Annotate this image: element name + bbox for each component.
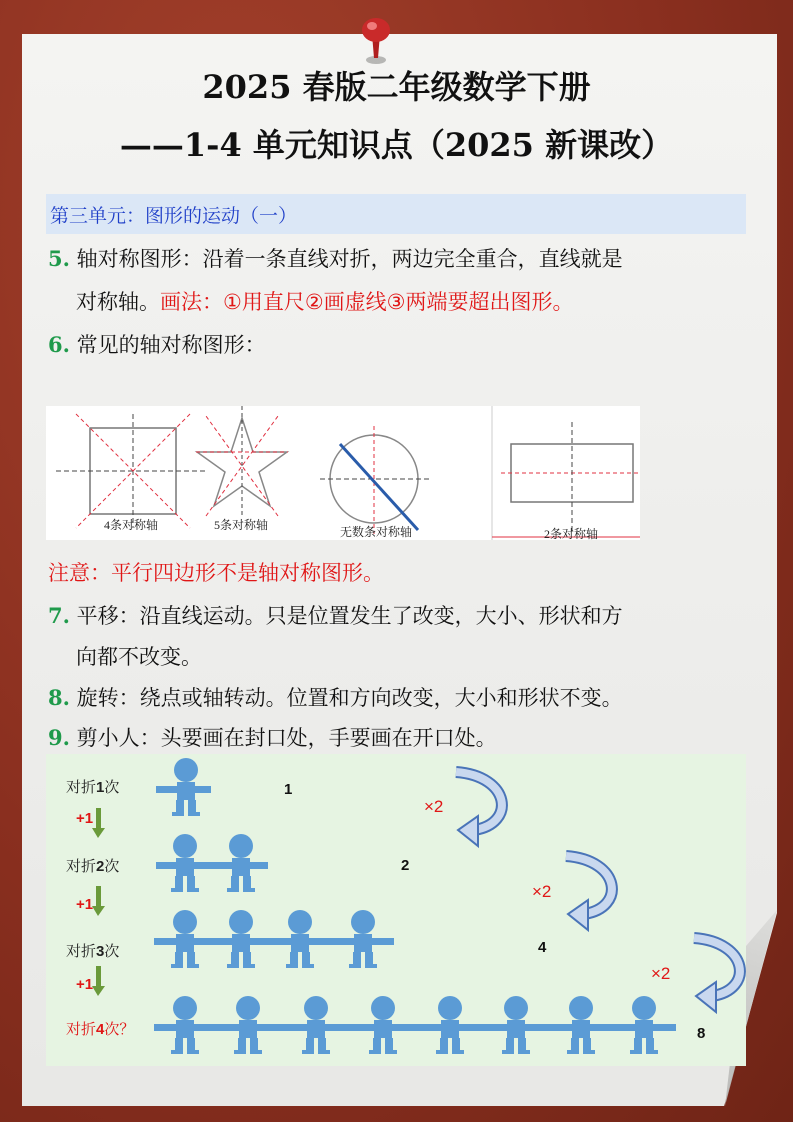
down-arrow-icon-3 xyxy=(92,966,105,996)
item-8 xyxy=(48,682,623,712)
item-5-continued xyxy=(76,286,573,316)
plus-one-2: +1 xyxy=(76,896,94,913)
section-heading: 第三单元：图形的运动（一） xyxy=(50,205,298,227)
row3-label: 对折3次 xyxy=(66,943,120,960)
times-two-1: ×2 xyxy=(424,797,444,816)
plus-one-1: +1 xyxy=(76,810,94,827)
item-5 xyxy=(48,243,623,273)
symmetry-figures-panel xyxy=(46,406,640,540)
rotate-arrow-icon-2 xyxy=(566,856,612,930)
item-8-number: 8. xyxy=(48,685,70,710)
item-9-number: 9. xyxy=(48,725,70,750)
row1-label: 对折1次 xyxy=(66,779,120,796)
section-banner xyxy=(46,194,746,234)
circle-figure xyxy=(320,426,432,534)
row3-count: 4 xyxy=(538,939,547,956)
square-figure xyxy=(56,414,208,528)
item-7-number: 7. xyxy=(48,603,70,628)
caption-circle: 无数条对称轴 xyxy=(340,525,413,539)
star-figure xyxy=(196,406,288,516)
title-line-2: ——1-4 单元知识点（2025 新课改） xyxy=(119,126,674,164)
rotate-arrow-icon-1 xyxy=(456,772,502,846)
plus-one-3: +1 xyxy=(76,976,94,993)
caption-square: 4条对称轴 xyxy=(104,518,159,532)
rectangle-figure xyxy=(492,422,640,537)
arm-bar-2 xyxy=(156,862,268,869)
times-two-3: ×2 xyxy=(651,964,671,983)
row4-label: 对折4次？ xyxy=(66,1021,135,1038)
caption-star: 5条对称轴 xyxy=(214,518,269,532)
paper-cutout-figures xyxy=(46,754,746,1066)
times-two-2: ×2 xyxy=(532,882,552,901)
item-7-continued: 向都不改变。 xyxy=(76,645,202,669)
item-5-text: 轴对称图形：沿着一条直线对折，两边完全重合，直线就是 xyxy=(76,247,623,271)
item-5-cont: 对称轴。 xyxy=(76,290,160,314)
caption-rectangle: 2条对称轴 xyxy=(544,527,599,541)
row2-count: 2 xyxy=(401,857,410,874)
row4-count: 8 xyxy=(697,1025,706,1042)
item-6-text: 常见的轴对称图形： xyxy=(76,333,266,357)
row1-count: 1 xyxy=(284,781,293,798)
rotate-arrow-icon-3 xyxy=(694,938,740,1012)
down-arrow-icon-1 xyxy=(92,808,105,838)
down-arrow-icon-2 xyxy=(92,886,105,916)
note-parallelogram: 注意：平行四边形不是轴对称图形。 xyxy=(48,561,384,585)
row2-label: 对折2次 xyxy=(66,858,120,875)
item-6-number: 6. xyxy=(48,332,70,357)
paper-cutout-panel xyxy=(46,754,746,1066)
item-8-text: 旋转：绕点或轴转动。位置和方向改变，大小和形状不变。 xyxy=(76,686,623,710)
item-6 xyxy=(48,329,266,359)
arm-bar-4 xyxy=(154,1024,676,1031)
item-9 xyxy=(48,722,497,752)
item-5-drawing-method: 画法：①用直尺②画虚线③两端要超出图形。 xyxy=(160,290,574,314)
item-5-number: 5. xyxy=(48,246,70,271)
title-line-1: 2025 春版二年级数学下册 xyxy=(202,68,591,106)
item-9-text: 剪小人：头要画在封口处，手要画在开口处。 xyxy=(76,726,497,750)
item-7 xyxy=(48,600,623,630)
item-7-text: 平移：沿直线运动。只是位置发生了改变，大小、形状和方 xyxy=(76,604,623,628)
